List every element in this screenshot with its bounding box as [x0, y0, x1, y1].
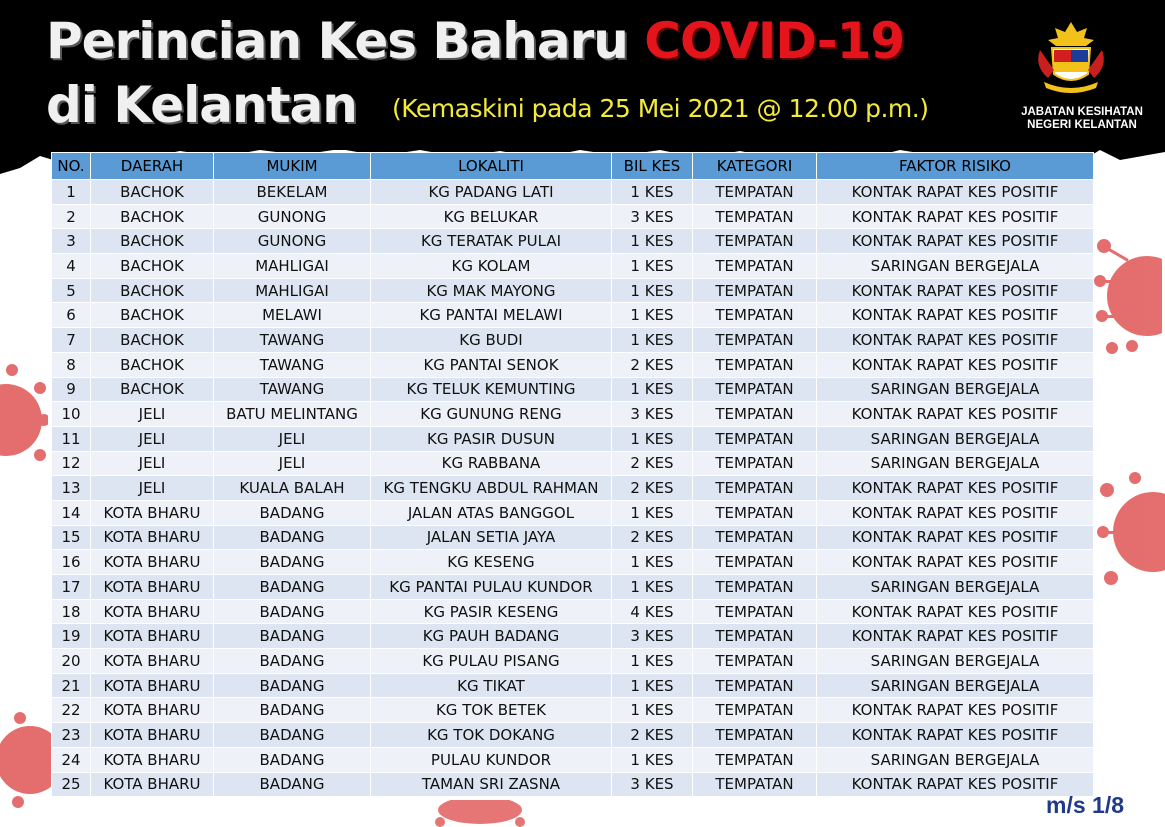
- col-no-cell: 19: [52, 624, 91, 649]
- virus-icon: [1092, 236, 1162, 356]
- col-mukim-cell: BADANG: [214, 772, 371, 797]
- col-bil-kes-cell: 1 KES: [612, 500, 693, 525]
- col-bil-kes-cell: 3 KES: [612, 402, 693, 427]
- col-lokaliti-cell: KG MAK MAYONG: [371, 278, 612, 303]
- col-daerah-cell: KOTA BHARU: [91, 550, 214, 575]
- col-faktor-risiko-cell: KONTAK RAPAT KES POSITIF: [817, 698, 1094, 723]
- col-daerah-cell: BACHOK: [91, 180, 214, 205]
- col-no-cell: 16: [52, 550, 91, 575]
- col-mukim-cell: BADANG: [214, 624, 371, 649]
- col-faktor-risiko-cell: KONTAK RAPAT KES POSITIF: [817, 303, 1094, 328]
- col-faktor-risiko-cell: SARINGAN BERGEJALA: [817, 426, 1094, 451]
- table-row: [52, 624, 1094, 649]
- col-no-cell: 4: [52, 254, 91, 279]
- col-faktor-risiko-cell: KONTAK RAPAT KES POSITIF: [817, 402, 1094, 427]
- col-faktor-risiko-cell: KONTAK RAPAT KES POSITIF: [817, 180, 1094, 205]
- col-daerah-cell: KOTA BHARU: [91, 624, 214, 649]
- table-row: [52, 599, 1094, 624]
- table-row: [52, 180, 1094, 205]
- table-row: [52, 229, 1094, 254]
- col-bil-kes-cell: 2 KES: [612, 451, 693, 476]
- col-no-cell: 15: [52, 525, 91, 550]
- col-mukim-cell: BADANG: [214, 500, 371, 525]
- col-faktor-risiko-cell: KONTAK RAPAT KES POSITIF: [817, 352, 1094, 377]
- col-lokaliti-cell: KG PASIR DUSUN: [371, 426, 612, 451]
- col-no-cell: 9: [52, 377, 91, 402]
- col-bil-kes-cell: 1 KES: [612, 229, 693, 254]
- page-title: [46, 12, 904, 70]
- table-row: [52, 673, 1094, 698]
- col-daerah-cell: KOTA BHARU: [91, 772, 214, 797]
- col-mukim-cell: GUNONG: [214, 204, 371, 229]
- col-faktor-risiko-cell: KONTAK RAPAT KES POSITIF: [817, 328, 1094, 353]
- col-kategori-cell: TEMPATAN: [693, 575, 817, 600]
- col-faktor-risiko-cell: KONTAK RAPAT KES POSITIF: [817, 624, 1094, 649]
- col-faktor-risiko-cell: KONTAK RAPAT KES POSITIF: [817, 772, 1094, 797]
- col-kategori-cell: TEMPATAN: [693, 426, 817, 451]
- table-header: [52, 153, 1094, 180]
- table-row: [52, 698, 1094, 723]
- col-daerah-header: DAERAH: [91, 153, 214, 180]
- table-row: [52, 476, 1094, 501]
- col-daerah-cell: KOTA BHARU: [91, 698, 214, 723]
- table-row: [52, 426, 1094, 451]
- col-lokaliti-header: LOKALITI: [371, 153, 612, 180]
- col-faktor-risiko-cell: SARINGAN BERGEJALA: [817, 254, 1094, 279]
- col-faktor-risiko-cell: KONTAK RAPAT KES POSITIF: [817, 723, 1094, 748]
- col-lokaliti-cell: KG RABBANA: [371, 451, 612, 476]
- col-bil-kes-cell: 1 KES: [612, 649, 693, 674]
- col-faktor-risiko-cell: KONTAK RAPAT KES POSITIF: [817, 550, 1094, 575]
- col-kategori-cell: TEMPATAN: [693, 229, 817, 254]
- virus-icon: [420, 800, 540, 827]
- agency-line2: NEGERI KELANTAN: [1027, 119, 1137, 131]
- col-daerah-cell: BACHOK: [91, 303, 214, 328]
- col-bil-kes-cell: 1 KES: [612, 303, 693, 328]
- col-bil-kes-cell: 1 KES: [612, 254, 693, 279]
- col-no-cell: 21: [52, 673, 91, 698]
- agency-line1: JABATAN KESIHATAN: [1021, 106, 1143, 118]
- col-kategori-header: KATEGORI: [693, 153, 817, 180]
- col-daerah-cell: KOTA BHARU: [91, 723, 214, 748]
- col-kategori-cell: TEMPATAN: [693, 278, 817, 303]
- col-faktor-risiko-cell: KONTAK RAPAT KES POSITIF: [817, 500, 1094, 525]
- col-faktor-risiko-cell: KONTAK RAPAT KES POSITIF: [817, 525, 1094, 550]
- col-lokaliti-cell: KG PANTAI PULAU KUNDOR: [371, 575, 612, 600]
- col-lokaliti-cell: KG TOK BETEK: [371, 698, 612, 723]
- col-daerah-cell: JELI: [91, 402, 214, 427]
- col-bil-kes-cell: 3 KES: [612, 772, 693, 797]
- col-lokaliti-cell: KG PAUH BADANG: [371, 624, 612, 649]
- col-bil-kes-header: BIL KES: [612, 153, 693, 180]
- table-row: [52, 352, 1094, 377]
- col-mukim-cell: BADANG: [214, 673, 371, 698]
- col-faktor-risiko-cell: SARINGAN BERGEJALA: [817, 747, 1094, 772]
- col-lokaliti-cell: KG KOLAM: [371, 254, 612, 279]
- col-lokaliti-cell: KG PULAU PISANG: [371, 649, 612, 674]
- col-mukim-cell: KUALA BALAH: [214, 476, 371, 501]
- col-kategori-cell: TEMPATAN: [693, 500, 817, 525]
- col-no-cell: 5: [52, 278, 91, 303]
- col-daerah-cell: BACHOK: [91, 229, 214, 254]
- col-lokaliti-cell: KG GUNUNG RENG: [371, 402, 612, 427]
- col-mukim-cell: MAHLIGAI: [214, 278, 371, 303]
- table-row: [52, 328, 1094, 353]
- table-row: [52, 550, 1094, 575]
- col-no-header: NO.: [52, 153, 91, 180]
- col-mukim-cell: TAWANG: [214, 352, 371, 377]
- col-mukim-cell: MAHLIGAI: [214, 254, 371, 279]
- col-kategori-cell: TEMPATAN: [693, 723, 817, 748]
- col-no-cell: 14: [52, 500, 91, 525]
- col-kategori-cell: TEMPATAN: [693, 254, 817, 279]
- col-daerah-cell: BACHOK: [91, 278, 214, 303]
- col-daerah-cell: KOTA BHARU: [91, 575, 214, 600]
- col-bil-kes-cell: 1 KES: [612, 698, 693, 723]
- col-mukim-cell: GUNONG: [214, 229, 371, 254]
- col-mukim-cell: MELAWI: [214, 303, 371, 328]
- col-mukim-cell: BADANG: [214, 698, 371, 723]
- col-no-cell: 20: [52, 649, 91, 674]
- col-mukim-cell: BADANG: [214, 575, 371, 600]
- col-mukim-cell: JELI: [214, 426, 371, 451]
- col-bil-kes-cell: 1 KES: [612, 426, 693, 451]
- col-no-cell: 6: [52, 303, 91, 328]
- col-faktor-risiko-cell: SARINGAN BERGEJALA: [817, 575, 1094, 600]
- col-lokaliti-cell: KG TERATAK PULAI: [371, 229, 612, 254]
- title-text: Perincian Kes Baharu: [46, 12, 645, 70]
- col-no-cell: 17: [52, 575, 91, 600]
- col-no-cell: 8: [52, 352, 91, 377]
- table-row: [52, 772, 1094, 797]
- col-bil-kes-cell: 1 KES: [612, 328, 693, 353]
- virus-icon: [0, 700, 55, 810]
- col-no-cell: 25: [52, 772, 91, 797]
- col-bil-kes-cell: 1 KES: [612, 550, 693, 575]
- col-mukim-cell: TAWANG: [214, 328, 371, 353]
- col-daerah-cell: KOTA BHARU: [91, 673, 214, 698]
- col-lokaliti-cell: JALAN SETIA JAYA: [371, 525, 612, 550]
- col-kategori-cell: TEMPATAN: [693, 649, 817, 674]
- table-row: [52, 747, 1094, 772]
- col-no-cell: 18: [52, 599, 91, 624]
- col-faktor-risiko-cell: SARINGAN BERGEJALA: [817, 377, 1094, 402]
- col-faktor-risiko-cell: KONTAK RAPAT KES POSITIF: [817, 278, 1094, 303]
- col-daerah-cell: KOTA BHARU: [91, 500, 214, 525]
- col-kategori-cell: TEMPATAN: [693, 180, 817, 205]
- col-bil-kes-cell: 2 KES: [612, 352, 693, 377]
- virus-icon: [0, 360, 48, 480]
- col-bil-kes-cell: 2 KES: [612, 723, 693, 748]
- col-kategori-cell: TEMPATAN: [693, 698, 817, 723]
- table-row: [52, 204, 1094, 229]
- col-lokaliti-cell: KG PANTAI MELAWI: [371, 303, 612, 328]
- col-lokaliti-cell: KG KESENG: [371, 550, 612, 575]
- table-row: [52, 451, 1094, 476]
- col-kategori-cell: TEMPATAN: [693, 624, 817, 649]
- col-kategori-cell: TEMPATAN: [693, 525, 817, 550]
- col-mukim-cell: BADANG: [214, 649, 371, 674]
- col-mukim-header: MUKIM: [214, 153, 371, 180]
- col-mukim-cell: BATU MELINTANG: [214, 402, 371, 427]
- table-row: [52, 575, 1094, 600]
- col-mukim-cell: JELI: [214, 451, 371, 476]
- col-daerah-cell: KOTA BHARU: [91, 747, 214, 772]
- table-row: [52, 254, 1094, 279]
- col-bil-kes-cell: 2 KES: [612, 476, 693, 501]
- col-no-cell: 12: [52, 451, 91, 476]
- agency-name: [1012, 106, 1152, 132]
- col-lokaliti-cell: KG PANTAI SENOK: [371, 352, 612, 377]
- table-row: [52, 723, 1094, 748]
- col-kategori-cell: TEMPATAN: [693, 328, 817, 353]
- col-bil-kes-cell: 1 KES: [612, 747, 693, 772]
- col-lokaliti-cell: PULAU KUNDOR: [371, 747, 612, 772]
- col-no-cell: 13: [52, 476, 91, 501]
- col-kategori-cell: TEMPATAN: [693, 204, 817, 229]
- col-daerah-cell: JELI: [91, 451, 214, 476]
- col-bil-kes-cell: 2 KES: [612, 525, 693, 550]
- col-lokaliti-cell: KG BUDI: [371, 328, 612, 353]
- virus-icon: [1095, 470, 1165, 600]
- col-daerah-cell: BACHOK: [91, 328, 214, 353]
- col-no-cell: 24: [52, 747, 91, 772]
- col-kategori-cell: TEMPATAN: [693, 772, 817, 797]
- col-no-cell: 2: [52, 204, 91, 229]
- col-kategori-cell: TEMPATAN: [693, 451, 817, 476]
- case-table: [51, 152, 1094, 797]
- table-row: [52, 500, 1094, 525]
- col-daerah-cell: BACHOK: [91, 204, 214, 229]
- table-row: [52, 278, 1094, 303]
- col-daerah-cell: BACHOK: [91, 352, 214, 377]
- col-no-cell: 10: [52, 402, 91, 427]
- col-bil-kes-cell: 1 KES: [612, 575, 693, 600]
- col-lokaliti-cell: KG PASIR KESENG: [371, 599, 612, 624]
- col-bil-kes-cell: 3 KES: [612, 204, 693, 229]
- col-faktor-risiko-cell: KONTAK RAPAT KES POSITIF: [817, 476, 1094, 501]
- col-mukim-cell: BEKELAM: [214, 180, 371, 205]
- col-lokaliti-cell: TAMAN SRI ZASNA: [371, 772, 612, 797]
- col-kategori-cell: TEMPATAN: [693, 747, 817, 772]
- col-lokaliti-cell: JALAN ATAS BANGGOL: [371, 500, 612, 525]
- table-row: [52, 525, 1094, 550]
- col-kategori-cell: TEMPATAN: [693, 673, 817, 698]
- col-no-cell: 11: [52, 426, 91, 451]
- col-no-cell: 23: [52, 723, 91, 748]
- col-lokaliti-cell: KG TELUK KEMUNTING: [371, 377, 612, 402]
- col-daerah-cell: BACHOK: [91, 254, 214, 279]
- col-bil-kes-cell: 1 KES: [612, 377, 693, 402]
- page-indicator: m/s 1/8: [1046, 792, 1124, 818]
- col-kategori-cell: TEMPATAN: [693, 550, 817, 575]
- col-lokaliti-cell: KG TENGKU ABDUL RAHMAN: [371, 476, 612, 501]
- title-highlight: COVID-19: [644, 12, 905, 70]
- col-faktor-risiko-cell: SARINGAN BERGEJALA: [817, 673, 1094, 698]
- col-faktor-risiko-cell: SARINGAN BERGEJALA: [817, 451, 1094, 476]
- col-faktor-risiko-cell: KONTAK RAPAT KES POSITIF: [817, 599, 1094, 624]
- col-lokaliti-cell: KG TOK DOKANG: [371, 723, 612, 748]
- col-lokaliti-cell: KG PADANG LATI: [371, 180, 612, 205]
- col-bil-kes-cell: 1 KES: [612, 180, 693, 205]
- col-no-cell: 3: [52, 229, 91, 254]
- col-kategori-cell: TEMPATAN: [693, 352, 817, 377]
- col-bil-kes-cell: 1 KES: [612, 278, 693, 303]
- col-mukim-cell: BADANG: [214, 525, 371, 550]
- col-mukim-cell: BADANG: [214, 723, 371, 748]
- col-kategori-cell: TEMPATAN: [693, 599, 817, 624]
- update-timestamp: (Kemaskini pada 25 Mei 2021 @ 12.00 p.m.): [392, 94, 929, 123]
- table-row: [52, 402, 1094, 427]
- col-daerah-cell: KOTA BHARU: [91, 525, 214, 550]
- table-row: [52, 649, 1094, 674]
- coat-of-arms-icon: [1030, 18, 1112, 94]
- col-bil-kes-cell: 1 KES: [612, 673, 693, 698]
- col-daerah-cell: BACHOK: [91, 377, 214, 402]
- col-mukim-cell: TAWANG: [214, 377, 371, 402]
- col-bil-kes-cell: 3 KES: [612, 624, 693, 649]
- col-kategori-cell: TEMPATAN: [693, 402, 817, 427]
- col-no-cell: 22: [52, 698, 91, 723]
- col-kategori-cell: TEMPATAN: [693, 476, 817, 501]
- col-bil-kes-cell: 4 KES: [612, 599, 693, 624]
- col-no-cell: 1: [52, 180, 91, 205]
- col-kategori-cell: TEMPATAN: [693, 377, 817, 402]
- col-lokaliti-cell: KG BELUKAR: [371, 204, 612, 229]
- col-faktor-risiko-cell: KONTAK RAPAT KES POSITIF: [817, 204, 1094, 229]
- col-mukim-cell: BADANG: [214, 747, 371, 772]
- col-faktor-risiko-header: FAKTOR RISIKO: [817, 153, 1094, 180]
- table-body: [52, 180, 1094, 797]
- page-title-line2: di Kelantan: [46, 76, 357, 134]
- col-daerah-cell: KOTA BHARU: [91, 649, 214, 674]
- table-row: [52, 303, 1094, 328]
- col-kategori-cell: TEMPATAN: [693, 303, 817, 328]
- col-faktor-risiko-cell: KONTAK RAPAT KES POSITIF: [817, 229, 1094, 254]
- col-daerah-cell: JELI: [91, 426, 214, 451]
- col-mukim-cell: BADANG: [214, 599, 371, 624]
- table-row: [52, 377, 1094, 402]
- col-lokaliti-cell: KG TIKAT: [371, 673, 612, 698]
- col-daerah-cell: KOTA BHARU: [91, 599, 214, 624]
- col-daerah-cell: JELI: [91, 476, 214, 501]
- col-mukim-cell: BADANG: [214, 550, 371, 575]
- col-no-cell: 7: [52, 328, 91, 353]
- col-faktor-risiko-cell: SARINGAN BERGEJALA: [817, 649, 1094, 674]
